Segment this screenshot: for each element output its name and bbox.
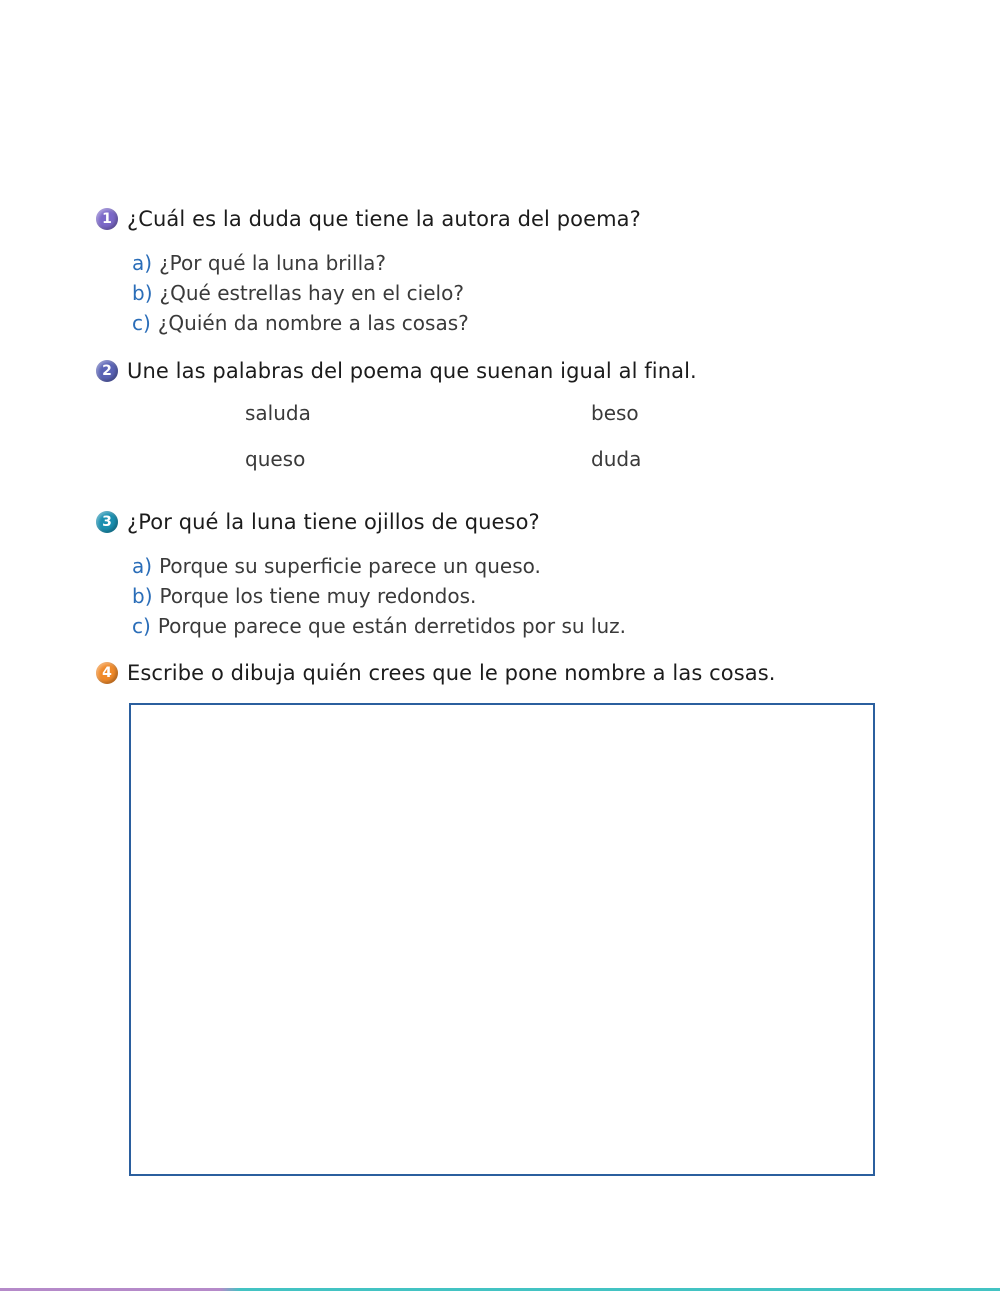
option-text: Porque parece que están derretidos por su luz. bbox=[157, 614, 627, 638]
option-letter: a) bbox=[132, 251, 153, 275]
option-3b[interactable] bbox=[132, 581, 626, 611]
option-text: ¿Qué estrellas hay en el cielo? bbox=[159, 281, 464, 305]
question-2 bbox=[96, 356, 697, 386]
option-1c[interactable] bbox=[132, 308, 469, 338]
question-3-text: ¿Por qué la luna tiene ojillos de queso? bbox=[127, 510, 540, 534]
drawing-answer-box[interactable] bbox=[129, 703, 875, 1176]
option-1b[interactable] bbox=[132, 278, 469, 308]
match-word-right-2[interactable]: duda bbox=[591, 447, 642, 471]
question-number-badge-2: 2 bbox=[96, 360, 118, 382]
option-text: ¿Quién da nombre a las cosas? bbox=[157, 311, 469, 335]
option-text: ¿Por qué la luna brilla? bbox=[159, 251, 387, 275]
question-2-text: Une las palabras del poema que suenan igual al final. bbox=[127, 359, 697, 383]
option-letter: c) bbox=[132, 311, 151, 335]
option-3c[interactable] bbox=[132, 611, 626, 641]
option-text: Porque su superficie parece un queso. bbox=[159, 554, 541, 578]
option-letter: b) bbox=[132, 584, 153, 608]
question-4 bbox=[96, 658, 776, 688]
question-1-text: ¿Cuál es la duda que tiene la autora del poema? bbox=[127, 207, 641, 231]
match-word-right-1[interactable]: beso bbox=[591, 401, 639, 425]
option-letter: a) bbox=[132, 554, 153, 578]
option-3a[interactable] bbox=[132, 551, 626, 581]
match-word-left-2[interactable]: queso bbox=[245, 447, 306, 471]
option-letter: b) bbox=[132, 281, 153, 305]
question-number-badge-1: 1 bbox=[96, 208, 118, 230]
question-3 bbox=[96, 507, 540, 537]
option-letter: c) bbox=[132, 614, 151, 638]
question-1 bbox=[96, 204, 641, 234]
question-number-badge-3: 3 bbox=[96, 511, 118, 533]
match-word-left-1[interactable]: saluda bbox=[245, 401, 311, 425]
question-1-options bbox=[132, 248, 469, 338]
question-3-options bbox=[132, 551, 626, 641]
question-number-badge-4: 4 bbox=[96, 662, 118, 684]
option-text: Porque los tiene muy redondos. bbox=[159, 584, 477, 608]
option-1a[interactable] bbox=[132, 248, 469, 278]
question-4-text: Escribe o dibuja quién crees que le pone nombre a las cosas. bbox=[127, 661, 776, 685]
